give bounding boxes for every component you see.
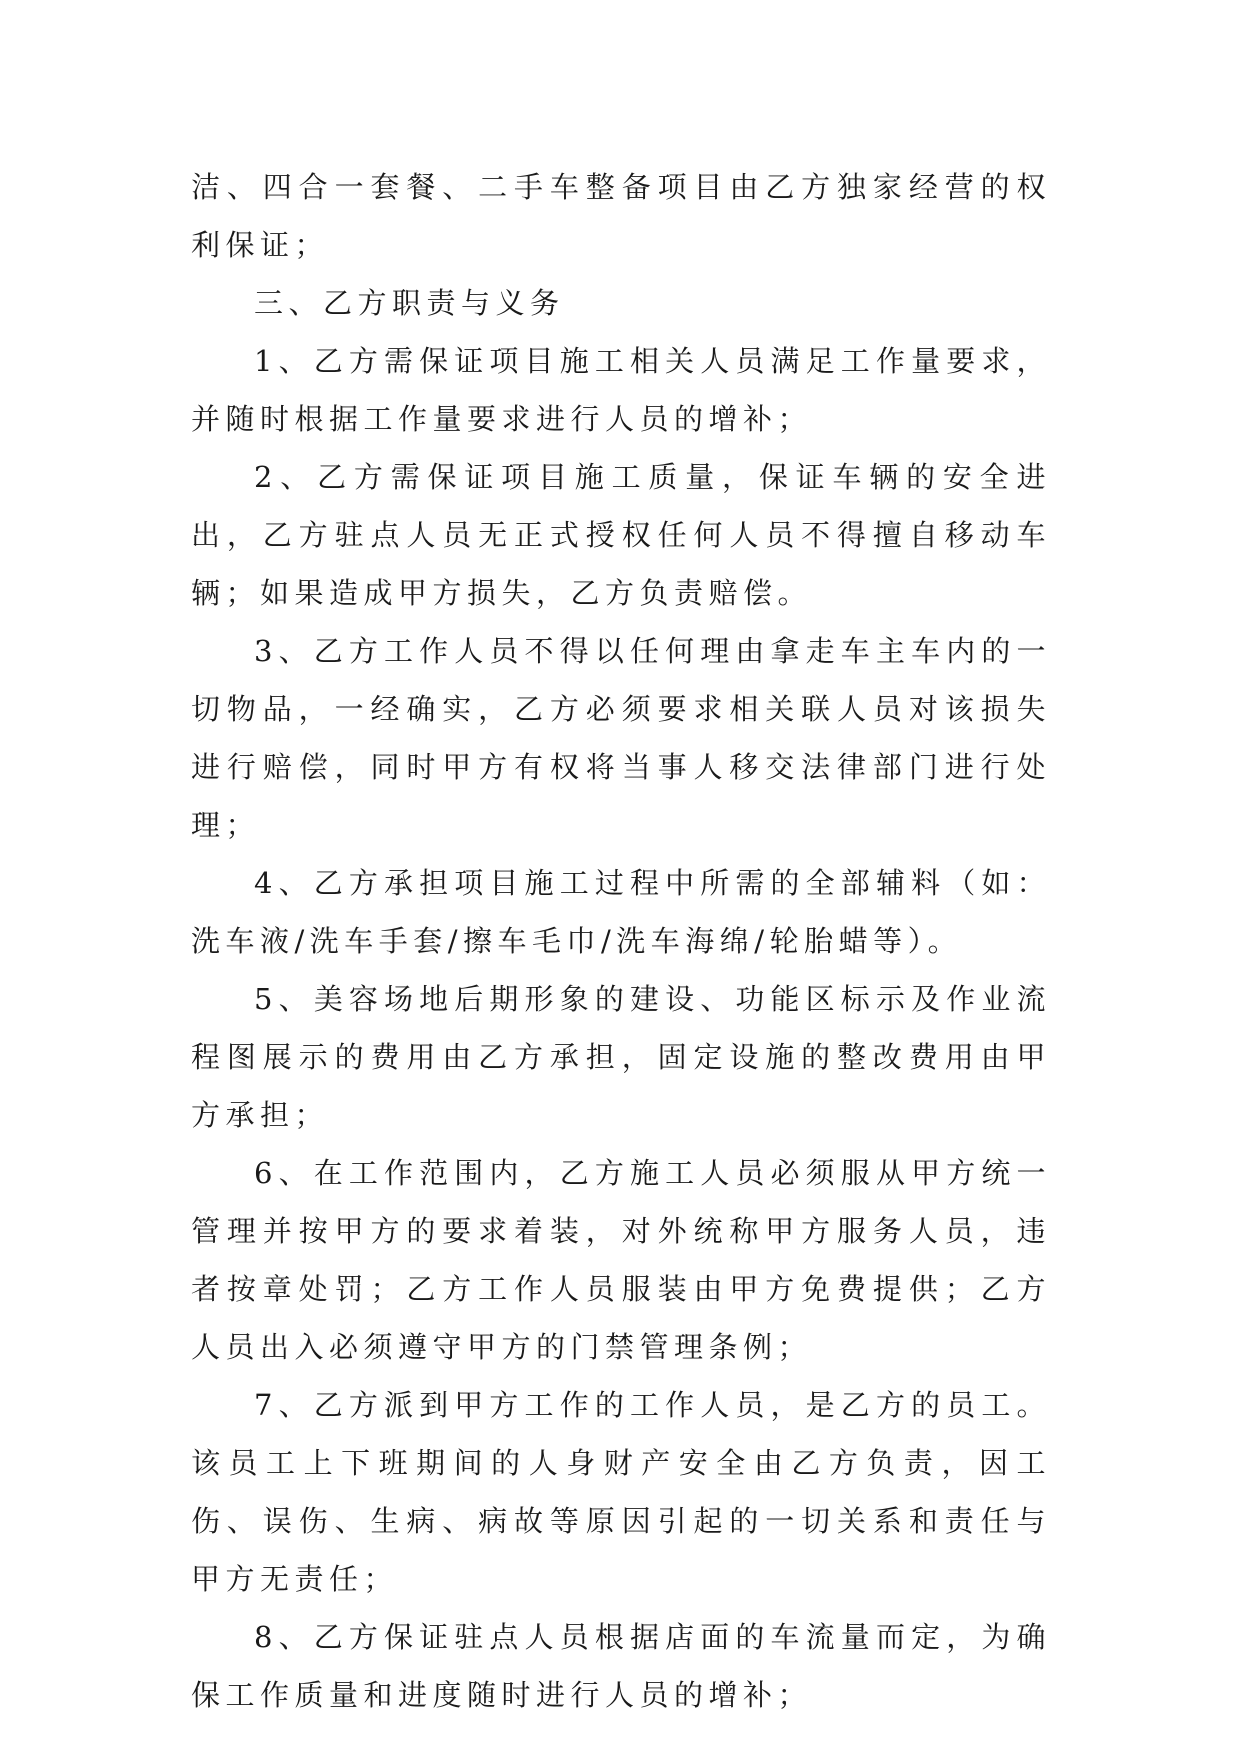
document-body: [191, 158, 1051, 1724]
section-heading: 三、乙方职责与义务: [254, 286, 565, 320]
clause-2: 2、乙方需保证项目施工质量，保证车辆的安全进出，乙方驻点人员无正式授权任何人员不得擅自移动车辆；如果造成甲方损失，乙方负责赔偿。: [191, 460, 1051, 610]
clause-8: 8、乙方保证驻点人员根据店面的车流量而定，为确保工作质量和进度随时进行人员的增补；: [191, 1620, 1051, 1712]
clause-5: 5、美容场地后期形象的建设、功能区标示及作业流程图展示的费用由乙方承担，固定设施的整改费用由甲方承担；: [191, 982, 1051, 1132]
clause-1: 1、乙方需保证项目施工相关人员满足工作量要求，并随时根据工作量要求进行人员的增补；: [191, 344, 1051, 436]
paragraph-continuation: 洁、四合一套餐、二手车整备项目由乙方独家经营的权利保证；: [191, 170, 1051, 262]
clause-4: 4、乙方承担项目施工过程中所需的全部辅料（如：洗车液/洗车手套/擦车毛巾/洗车海绵/轮胎蜡等）。: [191, 866, 1051, 958]
clause-6: 6、在工作范围内，乙方施工人员必须服从甲方统一管理并按甲方的要求着装，对外统称甲方服务人员，违者按章处罚；乙方工作人员服装由甲方免费提供；乙方人员出入必须遵守甲方的门禁管理条例；: [191, 1156, 1051, 1364]
clause-3: 3、乙方工作人员不得以任何理由拿走车主车内的一切物品，一经确实，乙方必须要求相关联人员对该损失进行赔偿，同时甲方有权将当事人移交法律部门进行处理；: [191, 634, 1051, 842]
clause-7: 7、乙方派到甲方工作的工作人员，是乙方的员工。该员工上下班期间的人身财产安全由乙方负责，因工伤、误伤、生病、病故等原因引起的一切关系和责任与甲方无责任；: [191, 1388, 1051, 1596]
